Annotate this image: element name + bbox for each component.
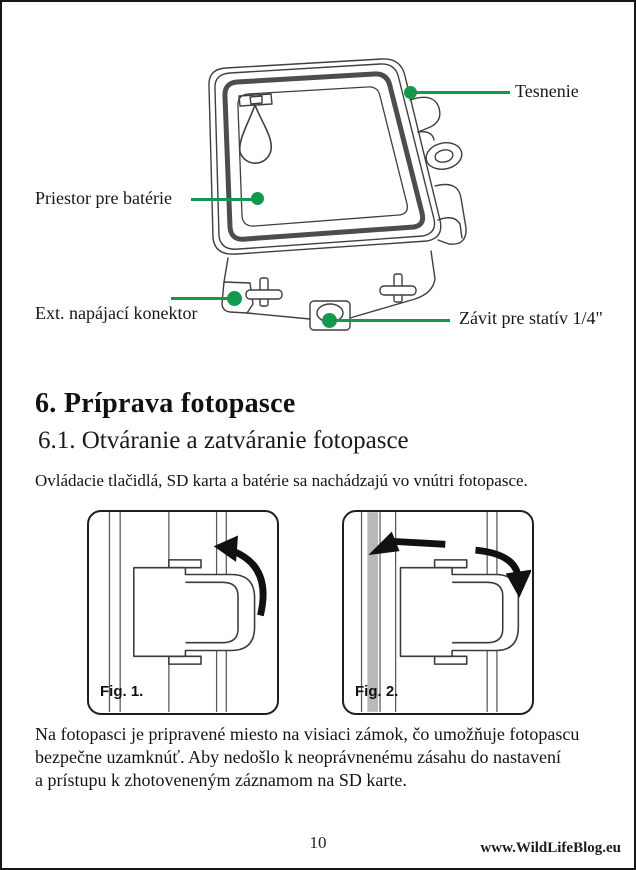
- callout-dot-zavit: [322, 313, 337, 328]
- latch-pin-right: [380, 274, 416, 302]
- callout-dot-tesnenie: [404, 86, 417, 99]
- door-latch-bracket-inner: [250, 96, 262, 104]
- lock-eyelet-hole: [434, 148, 454, 163]
- lock-strap-slot: [367, 512, 378, 712]
- callout-line-zavit: [334, 319, 450, 322]
- paragraph-line: Na fotopasci je pripravené miesto na visiaci zámok, čo umožňuje fotopascu: [35, 724, 580, 744]
- underside-bottom-left: [247, 313, 310, 319]
- latch-closed: [134, 560, 255, 664]
- label-tesnenie: Tesnenie: [515, 81, 579, 101]
- lid-inner-outline: [215, 64, 435, 249]
- hinge-flap-fold: [438, 218, 462, 238]
- section-heading: 6. Príprava fotopasce: [35, 388, 296, 419]
- underside-right: [350, 251, 435, 318]
- callout-dot-ext: [227, 291, 242, 306]
- callout-dot-priestor: [251, 192, 264, 205]
- underside-left-edge: [224, 258, 228, 282]
- callout-line-priestor: [191, 198, 255, 201]
- lock-eyelet-outer: [424, 140, 465, 173]
- label-ext-napajaci-konektor: Ext. napájací konektor: [35, 303, 198, 323]
- battery-door: [238, 87, 407, 226]
- figure-2-drawing: [344, 512, 531, 712]
- figure-1: [87, 510, 279, 715]
- paragraph-line: bezpečne uzamknúť. Aby nedošlo k neoprávnenému zásahu do nastavení: [35, 747, 562, 767]
- figure-1-label: Fig. 1.: [100, 683, 144, 700]
- figure-1-drawing: [89, 512, 276, 712]
- teardrop-pull: [240, 105, 271, 163]
- figure-2: [342, 510, 534, 715]
- camera-housing-diagram: [182, 52, 492, 352]
- label-priestor-pre-baterie: Priestor pre batérie: [35, 188, 172, 208]
- body-paragraph: [35, 723, 579, 792]
- section-subheading: 6.1. Otváranie a zatváranie fotopasce: [38, 427, 409, 454]
- paragraph-line: a prístupu k zhotoveneným záznamom na SD karte.: [35, 770, 407, 790]
- callout-line-ext: [171, 297, 231, 300]
- seal-strip: [225, 74, 423, 239]
- callout-line-tesnenie: [410, 91, 510, 94]
- website-url: www.WildLifeBlog.eu: [480, 840, 621, 856]
- intro-text: Ovládacie tlačidlá, SD karta a batérie sa nachádzajú vo vnútri fotopasce.: [35, 471, 528, 490]
- label-zavit-pre-stativ: Závit pre statív 1/4": [459, 308, 603, 328]
- latch-open: [400, 560, 518, 664]
- page-number: 10: [309, 833, 327, 852]
- figure-2-label: Fig. 2.: [355, 683, 399, 700]
